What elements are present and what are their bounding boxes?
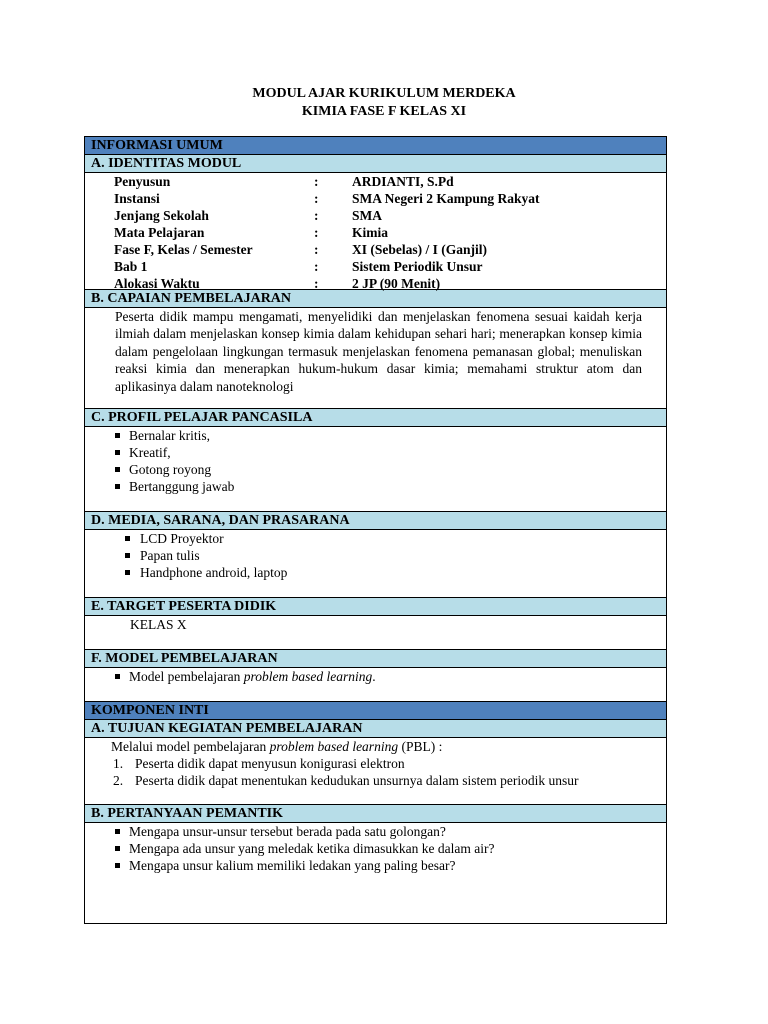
- capaian-section: [85, 308, 666, 409]
- list-item: 1. Peserta didik dapat menyusun konigurasi elektron: [113, 756, 405, 771]
- profil-header: C. PROFIL PELAJAR PANCASILA: [85, 409, 666, 427]
- list-item: Mengapa unsur-unsur tersebut berada pada satu golongan?: [85, 823, 666, 840]
- bullet-icon: [115, 863, 120, 868]
- bullet-icon: [115, 674, 120, 679]
- capaian-header: B. CAPAIAN PEMBELAJARAN: [85, 290, 666, 308]
- target-header: E. TARGET PESERTA DIDIK: [85, 598, 666, 616]
- komponen-inti-header: KOMPONEN INTI: [85, 702, 666, 720]
- identity-row: Fase F, Kelas / Semester : XI (Sebelas) / I (Ganjil): [114, 242, 487, 257]
- model-header: F. MODEL PEMBELAJARAN: [85, 650, 666, 668]
- bullet-icon: [125, 553, 130, 558]
- bullet-icon: [115, 450, 120, 455]
- list-item: Gotong royong: [85, 461, 666, 478]
- bullet-icon: [115, 829, 120, 834]
- module-table: [84, 136, 667, 924]
- identitas-modul-header: A. IDENTITAS MODUL: [85, 155, 666, 173]
- list-item: Mengapa unsur kalium memiliki ledakan yang paling besar?: [85, 857, 666, 874]
- list-item: Bertanggung jawab: [85, 478, 666, 495]
- list-item: Papan tulis: [85, 547, 666, 564]
- list-item: LCD Proyektor: [85, 530, 666, 547]
- bullet-icon: [115, 846, 120, 851]
- pertanyaan-section: [85, 823, 666, 923]
- identity-row: Bab 1 : Sistem Periodik Unsur: [114, 259, 483, 274]
- pertanyaan-header: B. PERTANYAAN PEMANTIK: [85, 805, 666, 823]
- document-subtitle: KIMIA FASE F KELAS XI: [301, 104, 467, 119]
- bullet-icon: [115, 433, 120, 438]
- profil-section: [85, 427, 666, 512]
- list-item: Bernalar kritis,: [85, 427, 666, 444]
- identity-row: Jenjang Sekolah : SMA: [114, 208, 382, 223]
- bullet-icon: [125, 570, 130, 575]
- tujuan-section: [85, 738, 666, 805]
- identity-row: Instansi : SMA Negeri 2 Kampung Rakyat: [114, 191, 540, 206]
- identitas-modul-section: [85, 173, 666, 290]
- media-section: [85, 530, 666, 598]
- capaian-text: Peserta didik mampu mengamati, menyelidiki dan menjelaskan fenomena sesuai kaidah kerja ilmiah dalam menjelaskan konsep kimia dalam kehidupan sehari hari; menerapkan konsep kimia dalam pengelolaan lingkungan termasuk menjelaskan fenomena pemanasan global; menuliskan reaksi kimia dan menerapkan hukum-hukum dasar kimia; memahami struktur atom dan aplikasinya dalam nanoteknologi: [115, 309, 642, 394]
- bullet-icon: [115, 484, 120, 489]
- identity-row: Mata Pelajaran : Kimia: [114, 225, 388, 240]
- tujuan-header: A. TUJUAN KEGIATAN PEMBELAJARAN: [85, 720, 666, 738]
- target-text: KELAS X: [130, 617, 187, 632]
- identity-row: Penyusun : ARDIANTI, S.Pd: [114, 174, 454, 189]
- bullet-icon: [115, 467, 120, 472]
- list-item: Model pembelajaran problem based learning.: [85, 668, 666, 685]
- list-item: Handphone android, laptop: [85, 564, 666, 581]
- informasi-umum-header: INFORMASI UMUM: [85, 137, 666, 155]
- document-title: MODUL AJAR KURIKULUM MERDEKA: [252, 86, 516, 101]
- media-header: D. MEDIA, SARANA, DAN PRASARANA: [85, 512, 666, 530]
- list-item: Mengapa ada unsur yang meledak ketika dimasukkan ke dalam air?: [85, 840, 666, 857]
- list-item: Kreatif,: [85, 444, 666, 461]
- target-section: [85, 616, 666, 650]
- identity-row: Alokasi Waktu : 2 JP (90 Menit): [114, 276, 441, 291]
- tujuan-intro: Melalui model pembelajaran problem based learning (PBL) :: [111, 739, 443, 754]
- list-item: 2. Peserta didik dapat menentukan kedudukan unsurnya dalam sistem periodik unsur: [113, 773, 579, 788]
- bullet-icon: [125, 536, 130, 541]
- model-section: [85, 668, 666, 702]
